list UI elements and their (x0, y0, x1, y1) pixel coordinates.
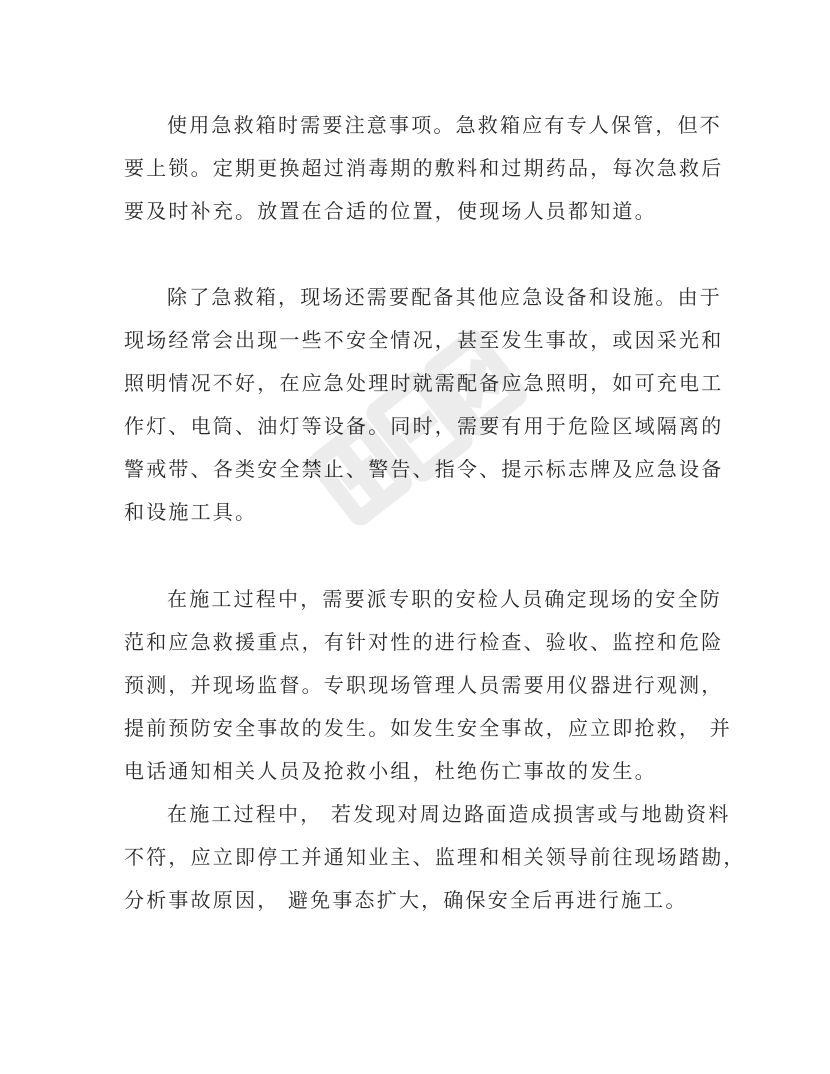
paragraph-line: 预测，并现场监督。专职现场管理人员需要用仪器进行观测， (124, 673, 724, 697)
paragraph-line: 作灯、电筒、油灯等设备。同时，需要有用于危险区域隔离的 (124, 414, 724, 438)
paragraph-line: 不符，应立即停工并通知业主、监理和相关领导前往现场踏勘， (124, 845, 746, 869)
paragraph-line: 电话通知相关人员及抢救小组，杜绝伤亡事故的发生。 (124, 759, 657, 783)
paragraph-line: 照明情况不好，在应急处理时就需配备应急照明，如可充电工 (124, 371, 724, 395)
paragraph-line: 提前预防安全事故的发生。如发生安全事故，应立即抢救， 并 (124, 716, 732, 740)
paragraph-line: 现场经常会出现一些不安全情况，甚至发生事故，或因采光和 (124, 328, 724, 352)
paragraph-line: 在施工过程中，需要派专职的安检人员确定现场的安全防 (167, 587, 722, 611)
paragraph-line: 警戒带、各类安全禁止、警告、指令、提示标志牌及应急设备 (124, 457, 724, 481)
paragraph-line: 分析事故原因， 避免事态扩大，确保安全后再进行施工。 (124, 888, 688, 912)
paragraph-line: 使用急救箱时需要注意事项。急救箱应有专人保管，但不 (167, 113, 722, 137)
paragraph-line: 除了急救箱，现场还需要配备其他应急设备和设施。由于 (167, 285, 722, 309)
paragraph-line: 要上锁。定期更换超过消毒期的敷料和过期药品，每次急救后 (124, 156, 724, 180)
paragraph-line: 和设施工具。 (124, 500, 258, 524)
paragraph-line: 要及时补充。放置在合适的位置，使现场人员都知道。 (124, 199, 657, 223)
paragraph-line: 在施工过程中， 若发现对周边路面造成损害或与地勘资料 (167, 802, 731, 826)
paragraph-line: 范和应急救援重点，有针对性的进行检查、验收、监控和危险 (124, 630, 724, 654)
